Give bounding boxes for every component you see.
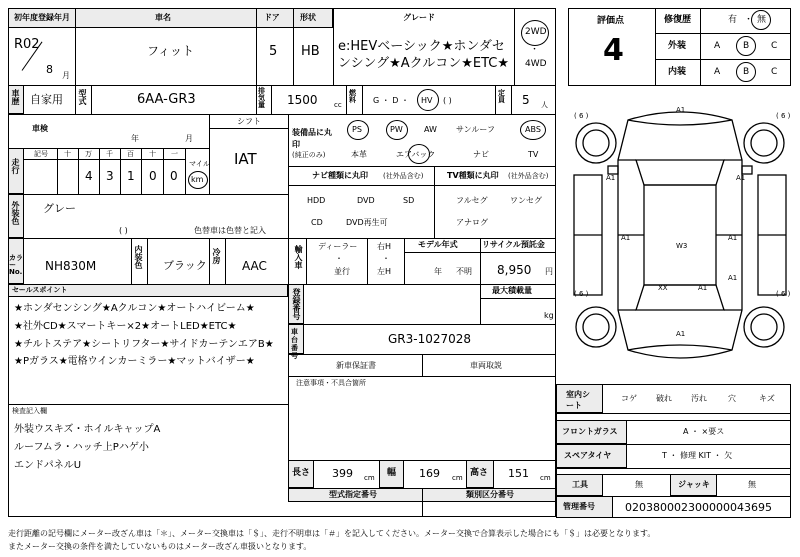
- sheet-opt-2: 破れ: [656, 394, 672, 403]
- interior-color-value: ブラック: [163, 259, 207, 272]
- management-value: 020380002300000043695: [625, 501, 772, 514]
- width-unit: cm: [452, 474, 463, 482]
- width-label: 幅: [387, 468, 397, 478]
- navi-dvd-play: DVD再生可: [346, 218, 388, 227]
- interior-color-label: 内装色: [134, 245, 143, 269]
- usage-value: 自家用: [30, 93, 63, 106]
- diagram-label-fr: A1: [736, 174, 746, 182]
- inspection-year-unit: 年: [131, 134, 139, 143]
- car-name: フィット: [147, 44, 195, 58]
- navi-hdd: HDD: [307, 196, 326, 205]
- footer-note-2: またメーター交換の条件を満たしていないものはメーター改ざん車扱いとなります。: [8, 542, 312, 551]
- import-dot: ・: [335, 254, 343, 263]
- corner-num-3: ( 6 ): [574, 290, 589, 298]
- jack-value: 無: [748, 480, 756, 489]
- height-unit: cm: [540, 474, 551, 482]
- footer-note-1: 走行距離の記号欄にメーター改ざん車は「＊」、メーター交換車は「＄」、走行不明車は「＃」を記入してください。メーター交換で合算表示した場合にも「＄」は必要となります。: [8, 529, 656, 538]
- vehicle-damage-diagram: [566, 100, 794, 370]
- door-label: ドア: [264, 13, 280, 22]
- new-warranty: 新車保証書: [336, 361, 376, 370]
- mileage-head-6: 一: [171, 150, 178, 158]
- equipment-note: (純正のみ): [292, 151, 326, 159]
- recycle-unit: 円: [545, 267, 553, 276]
- repair-no: 無: [757, 15, 767, 25]
- notes-label: 注意事項・不具合箇所: [296, 379, 366, 387]
- equip-tv: TV: [528, 150, 539, 159]
- diagram-label-roof: W3: [676, 242, 688, 250]
- registration-label: 登録番号: [292, 288, 301, 320]
- equip-aw: AW: [424, 125, 437, 134]
- mileage-head-0: 記号: [34, 150, 48, 158]
- diagram-label-side-r2: A1: [728, 274, 738, 282]
- manual: 車両取説: [470, 361, 502, 370]
- tv-analog: アナログ: [456, 218, 488, 227]
- capacity-unit: 人: [541, 101, 548, 109]
- wheel-rear-right: [744, 307, 784, 347]
- import-parallel: 並行: [334, 267, 350, 276]
- corner-num-2: ( 6 ): [776, 112, 791, 120]
- model-year-label: モデル年式: [418, 240, 458, 249]
- mileage-digit-4: 0: [170, 169, 178, 183]
- import-left: 左H: [377, 267, 392, 276]
- repair-yes: 有: [728, 15, 738, 25]
- sales-line-2: ★社外CD★スマートキー×2★オートLED★ETC★: [14, 321, 237, 332]
- repair-dot: ・: [744, 15, 754, 25]
- model-value: 6AA-GR3: [137, 92, 196, 107]
- tools-label: 工具: [572, 480, 588, 489]
- rating-label: 評価点: [597, 16, 625, 26]
- mileage-head-3: 千: [106, 150, 113, 158]
- mileage-head-1: 十: [64, 150, 71, 158]
- diagram-label-fl: A1: [606, 174, 616, 182]
- height-label: 高さ: [470, 468, 489, 478]
- shape-label: 形状: [300, 13, 316, 22]
- wheel-front-left: [576, 123, 616, 163]
- colorno-value: NH830M: [45, 259, 97, 273]
- cc-value: 1500: [287, 93, 318, 107]
- mileage-head-2: 万: [85, 150, 92, 158]
- max-load-label: 最大積載量: [492, 286, 532, 295]
- shift-value: IAT: [234, 150, 257, 168]
- color-label: 外装色: [11, 201, 20, 225]
- windshield-value: A ・ ×要ス: [683, 427, 725, 436]
- first-reg-year: R02: [14, 37, 40, 52]
- mileage-digit-3: 0: [149, 169, 157, 183]
- diagram-label-side-r: A1: [728, 234, 738, 242]
- tv-oneseg: ワンセグ: [510, 196, 542, 205]
- navi-label: ナビ種類に丸印: [312, 171, 368, 180]
- inspection-label: 車検: [32, 124, 48, 133]
- usage-label: 車歴: [11, 89, 20, 105]
- inspector-line-3: エンドパネルU: [14, 460, 82, 471]
- wheel-rear-left: [576, 307, 616, 347]
- grade-label: グレード: [403, 13, 435, 22]
- fuel-label: 燃料: [349, 89, 356, 104]
- equip-airbag: エアバック: [396, 150, 436, 159]
- drive-dot: ・: [530, 45, 540, 55]
- equip-leather: 本革: [351, 150, 367, 159]
- interior-c: C: [771, 67, 778, 77]
- import-dot2: ・: [382, 254, 390, 263]
- sales-line-1: ★ホンダセンシング★Aクルコン★オートハイビーム★: [14, 303, 255, 314]
- capacity-label: 定員: [498, 89, 505, 104]
- sales-line-3: ★チルトステア★シートリフター★サイドカーテンエアB★: [14, 339, 274, 350]
- equip-sunroof: サンルーフ: [456, 125, 495, 134]
- chassis-label: 車台番号: [291, 328, 298, 360]
- fuel-paren: ( ): [443, 96, 452, 105]
- import-label: 輸入車: [294, 245, 303, 269]
- navi-dvd: DVD: [357, 196, 375, 205]
- equip-ps: PS: [352, 125, 362, 134]
- max-load-unit: kg: [544, 311, 554, 320]
- mileage-digit-2: 1: [127, 169, 135, 183]
- exterior-label: 外装: [668, 41, 687, 51]
- equip-abs: ABS: [525, 125, 541, 134]
- recycle-label: リサイクル預託金: [482, 240, 545, 249]
- equip-navi: ナビ: [473, 150, 489, 159]
- diagram-label-xx: XX: [658, 284, 668, 292]
- fuel-options: G ・ D ・: [373, 96, 409, 105]
- recycle-value: 8,950: [497, 263, 532, 277]
- color-note: 色替車は色替と記入: [194, 226, 266, 235]
- tv-label: TV種類に丸印: [447, 171, 499, 180]
- color-value: グレー: [43, 202, 76, 215]
- windshield-label: フロントガラス: [562, 427, 618, 436]
- spare-tire-label: スペアタイヤ: [564, 451, 612, 460]
- interior-sheet-label: 室内シート: [566, 390, 590, 410]
- capacity-value: 5: [522, 93, 530, 107]
- interior-label: 内装: [668, 67, 687, 77]
- navi-cd: CD: [311, 218, 323, 227]
- length-unit: cm: [364, 474, 375, 482]
- sheet-opt-3: 汚れ: [691, 394, 707, 403]
- shift-label: シフト: [237, 117, 261, 126]
- year-label: 初年度登録年月: [14, 13, 70, 22]
- inspection-month-unit: 月: [185, 134, 193, 143]
- ac-label: 冷房: [212, 248, 221, 264]
- spare-tire-value: T ・ 修理 KIT ・ 欠: [662, 451, 733, 460]
- inspector-label: 検査記入欄: [12, 407, 47, 415]
- navi-note: (社外品含む): [383, 172, 424, 180]
- diagram-label-rear2: A1: [676, 330, 686, 338]
- length-label: 長さ: [292, 468, 311, 478]
- tv-note: (社外品含む): [508, 172, 549, 180]
- corner-num-1: ( 6 ): [574, 112, 589, 120]
- jack-label: ジャッキ: [678, 480, 710, 489]
- exterior-b: B: [743, 41, 750, 51]
- mileage-digit-1: 3: [106, 169, 114, 183]
- exterior-a: A: [714, 41, 721, 51]
- width-value: 169: [419, 467, 440, 480]
- import-dealer: ディーラー: [318, 242, 358, 251]
- colorno-label: カラーNo.: [9, 254, 23, 276]
- interior-a: A: [714, 67, 721, 77]
- import-right: 右H: [377, 242, 392, 251]
- rating-value: 4: [603, 33, 624, 68]
- grade-text: e:HEVベーシック★ホンダセンシング★Aクルコン★ETC★: [338, 39, 510, 71]
- inspector-line-1: 外装ウスキズ・ホイルキャップA: [14, 424, 161, 435]
- exterior-c: C: [771, 41, 778, 51]
- cc-label: 排気量: [258, 87, 265, 109]
- mileage-digit-0: 4: [85, 169, 93, 183]
- sheet-opt-4: 穴: [728, 394, 736, 403]
- height-value: 151: [508, 467, 529, 480]
- car-name-label: 車名: [155, 13, 171, 22]
- first-reg-month: 8: [46, 63, 53, 76]
- model-year-unit: 年: [434, 267, 442, 276]
- color-paren: ( ): [119, 226, 128, 235]
- tools-value: 無: [635, 480, 643, 489]
- cc-unit: cc: [334, 101, 342, 109]
- sheet-opt-5: キズ: [759, 394, 775, 403]
- body-shape: HB: [301, 44, 320, 59]
- month-unit: 月: [62, 71, 70, 80]
- equip-pw: PW: [390, 125, 403, 134]
- length-value: 399: [332, 467, 353, 480]
- sales-points-label: セールスポイント: [12, 286, 68, 294]
- diagram-label-roof-l: A1: [621, 234, 631, 242]
- fuel-hv: HV: [421, 96, 433, 105]
- diagram-label-rear: A1: [698, 284, 708, 292]
- sales-line-4: ★Pガラス★電格ウインカーミラー★マットバイザー★: [14, 356, 255, 367]
- model-year-unknown: 不明: [456, 267, 472, 276]
- km-label: km: [191, 175, 204, 184]
- drive-2wd: 2WD: [525, 27, 547, 37]
- diagram-label-front: A1: [676, 106, 686, 114]
- repair-label: 修復歴: [664, 15, 692, 25]
- door-count: 5: [269, 44, 278, 59]
- drive-4wd: 4WD: [525, 59, 547, 69]
- inspector-line-2: ルーフムラ・ハッチ上Pハゲ小: [14, 442, 149, 453]
- wheel-front-right: [744, 123, 784, 163]
- mileage-head-4: 百: [127, 150, 134, 158]
- tv-fullseg: フルセグ: [456, 196, 488, 205]
- model-label: 型式: [78, 89, 87, 105]
- mileage-head-5: 十: [149, 150, 156, 158]
- corner-num-4: ( 6 ): [776, 290, 791, 298]
- navi-sd: SD: [403, 196, 415, 205]
- management-label: 管理番号: [563, 502, 595, 511]
- model-designation-label: 型式指定番号: [329, 490, 377, 499]
- equipment-label: 装備品に丸印: [292, 128, 332, 149]
- chassis-value: GR3-1027028: [388, 332, 472, 346]
- sheet-opt-1: コゲ: [621, 394, 637, 403]
- interior-b: B: [743, 67, 750, 77]
- category-number-label: 類別区分番号: [466, 490, 514, 499]
- mileage-label: 走行: [11, 158, 20, 174]
- ac-value: AAC: [242, 259, 267, 273]
- mile-label: マイル: [189, 160, 210, 168]
